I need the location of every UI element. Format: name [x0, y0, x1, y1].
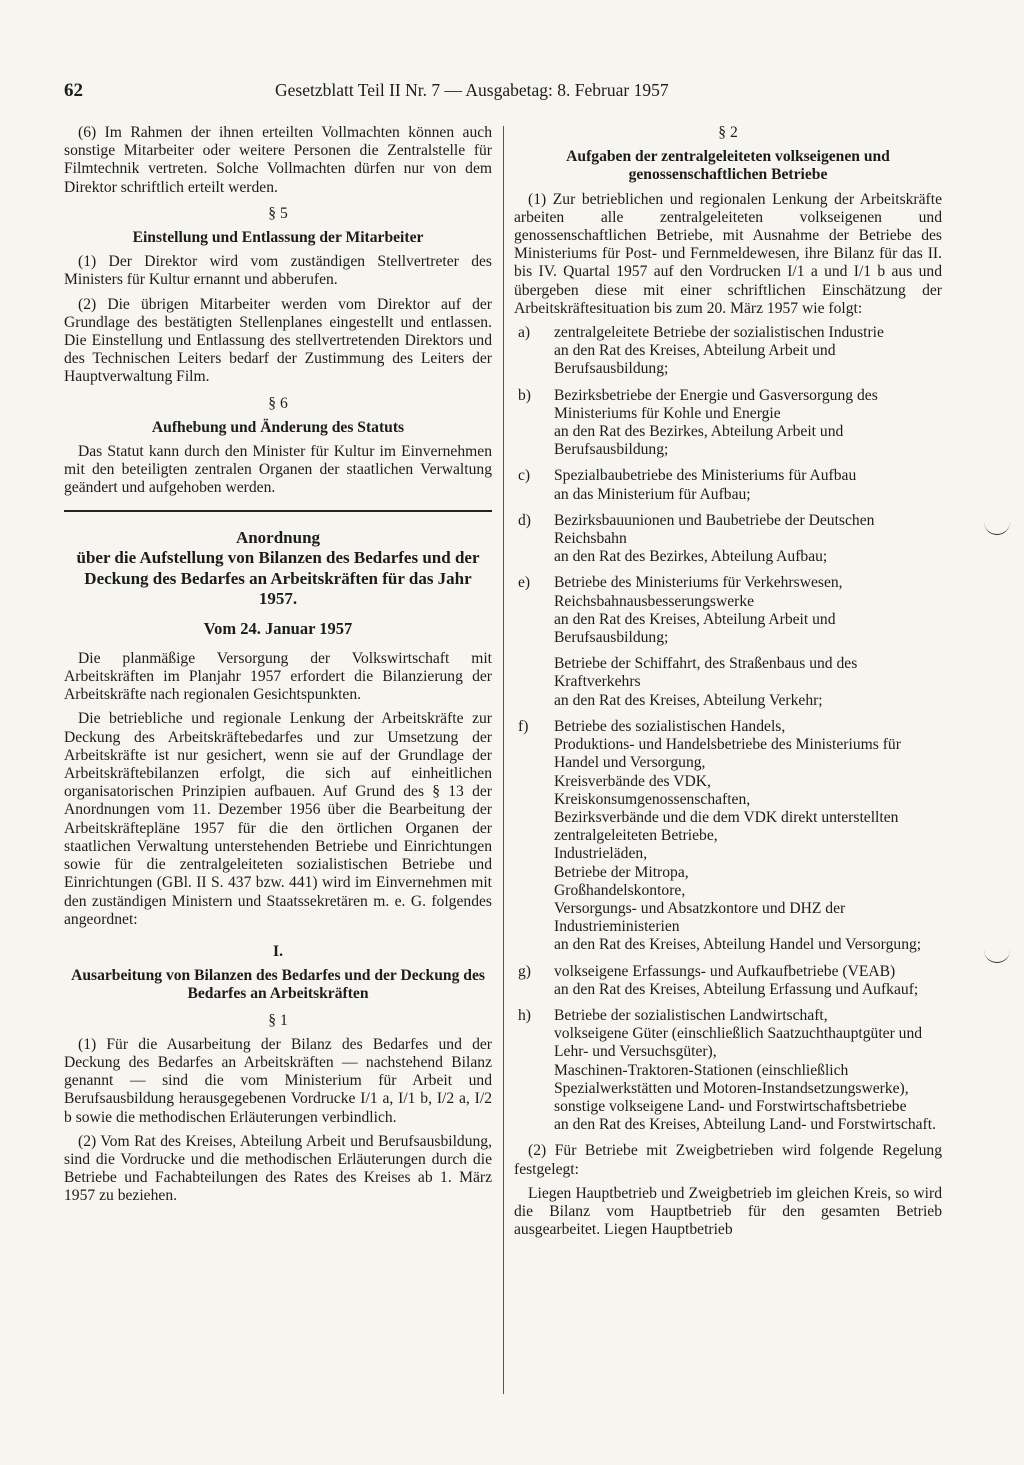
list-item-label: b)	[518, 386, 531, 404]
list-item-label: e)	[518, 574, 531, 592]
list-item-line: Produktions- und Handelsbetriebe des Ministeriums für Handel und Versorgung,	[554, 736, 901, 772]
list-item-line: sonstige volkseigene Land- und Forstwirtschaftsbetriebe	[554, 1097, 907, 1115]
list-item-line: an den Rat des Kreises, Abteilung Arbeit und Berufsausbildung;	[554, 342, 836, 378]
recipient-list-continued	[514, 718, 942, 1134]
ordinance-title-heading	[64, 528, 492, 610]
list-item-line: an das Ministerium für Aufbau;	[554, 485, 751, 503]
section-6-number: § 6	[268, 394, 288, 412]
list-item-line: an den Rat des Kreises, Abteilung Arbeit und Berufsausbildung;	[554, 610, 836, 647]
recipient-list	[514, 324, 942, 647]
list-item-line: Betriebe der Schiffahrt, des Straßenbaus und des Kraftverkehrs	[554, 655, 858, 691]
list-item-line: an den Rat des Kreises, Abteilung Handel und Versorgung;	[554, 936, 922, 954]
ordinance-title-line-2: über die Aufstellung von Bilanzen des Bedarfes und der Deckung des Bedarfes an Arbeitskräften für das Jahr 1957.	[76, 548, 480, 609]
list-item-e-subparagraph	[514, 655, 942, 710]
list-item	[514, 574, 942, 647]
section-5-paragraph-1: (1) Der Direktor wird vom zuständigen Stellvertreter des Ministers für Kultur ernannt und abberufen.	[64, 253, 492, 289]
list-item-line: Betriebe des sozialistischen Handels,	[554, 717, 786, 735]
ordinance-date: Vom 24. Januar 1957	[203, 618, 353, 638]
list-item	[514, 512, 942, 567]
list-item-line: an den Rat des Kreises, Abteilung Verkehr;	[554, 691, 823, 709]
list-item-label: a)	[518, 324, 531, 342]
margin-mark	[984, 522, 1010, 535]
list-item-line: an den Rat des Bezirkes, Abteilung Arbeit und Berufsausbildung;	[554, 423, 844, 459]
list-item-line: zentralgeleitete Betriebe der sozialistischen Industrie	[554, 324, 884, 342]
page-number: 62	[64, 80, 83, 101]
list-item-line: Großhandelskontore,	[554, 881, 686, 899]
page-header	[64, 76, 944, 104]
section-2-paragraph-1: (1) Zur betrieblichen und regionalen Lenkung der Arbeitskräfte arbeiten alle zentralgeleiteten volkseigenen und genossenschaftlichen Betriebe, mit Ausnahme der Betriebe des Ministeriums für Post- und Fernmeldewesen, ihre Bilanz für das II. bis IV. Quartal 1957 auf den Vordrucken I/1 a und I/1 b aus und übergeben diese mit einer schriftlichen Einschätzung der Arbeitskräftesituation bis zum 20. März 1957 wie folgt:	[514, 190, 942, 317]
section-5-number: § 5	[268, 204, 288, 222]
list-item-line: Kreisverbände des VDK,	[554, 772, 711, 790]
section-2-number: § 2	[718, 124, 738, 141]
list-item-line: Betriebe der Mitropa,	[554, 863, 689, 881]
list-item-line: Betriebe des Ministeriums für Verkehrswesen,	[554, 574, 843, 592]
section-2-title: Aufgaben der zentralgeleiteten volkseigenen und genossenschaftlichen Betriebe	[566, 148, 890, 184]
list-item	[514, 718, 942, 955]
list-item-line: volkseigene Güter (einschließlich Saatzuchthauptgüter und Lehr- und Versuchsgüter),	[554, 1025, 923, 1061]
list-item-line: Reichsbahnausbesserungswerke	[554, 592, 755, 610]
list-item-line: Betriebe der sozialistischen Landwirtschaft,	[554, 1006, 828, 1024]
list-item-label: h)	[518, 1006, 531, 1024]
paragraph-6: (6) Im Rahmen der ihnen erteilten Vollmachten können auch sonstige Mitarbeiter oder weitere Personen die Zentralstelle für Filmtechnik vertreten. Solche Vollmachten dürfen nur von dem Direktor schriftlich erteilt werden.	[64, 124, 492, 196]
list-item	[514, 467, 942, 503]
section-1-paragraph-2: (2) Vom Rat des Kreises, Abteilung Arbeit und Berufsausbildung, sind die Vordrucke und die methodischen Erläuterungen durch die Betriebe und Fachabteilungen des Rates des Kreises ab 1. März 1957 zu beziehen.	[64, 1132, 492, 1205]
list-item	[514, 1007, 942, 1134]
list-item-line: Spezialbaubetriebe des Ministeriums für Aufbau	[554, 467, 857, 485]
ordinance-title-line-1: Anordnung	[235, 527, 321, 547]
list-item-line: an den Rat des Bezirkes, Abteilung Aufbau;	[554, 548, 828, 566]
list-item-line: Bezirksbauunionen und Baubetriebe der Deutschen Reichsbahn	[554, 511, 875, 548]
section-6-title: Aufhebung und Änderung des Statuts	[151, 418, 405, 436]
section-2-paragraph-2: (2) Für Betriebe mit Zweigbetrieben wird folgende Regelung festgelegt:	[514, 1142, 942, 1178]
part-title: Ausarbeitung von Bilanzen des Bedarfes und der Deckung des Bedarfes an Arbeitskräften	[71, 967, 485, 1003]
left-column	[64, 124, 492, 1212]
section-5-paragraph-2: (2) Die übrigen Mitarbeiter werden vom Direktor auf der Grundlage des bestätigten Stellenplanes eingestellt und entlassen. Die Einstellung und Entlassung des stellvertretenden Direktors und des Technischen Leiters bedarf der Zustimmung des Leiters der Hauptverwaltung Film.	[64, 295, 492, 386]
column-divider	[503, 126, 504, 1394]
intro-paragraph-1: Die planmäßige Versorgung der Volkswirtschaft mit Arbeitskräften im Planjahr 1957 erfordert die Bilanzierung der Arbeitskräfte nach regionalen Gesichtspunkten.	[64, 649, 492, 704]
list-item-line: an den Rat des Kreises, Abteilung Land- und Forstwirtschaft.	[554, 1116, 936, 1134]
section-5-title: Einstellung und Entlassung der Mitarbeiter	[132, 229, 424, 247]
list-item-label: g)	[518, 962, 531, 980]
list-item	[514, 324, 942, 379]
list-item-label: d)	[518, 511, 531, 529]
section-2-paragraph-3: Liegen Hauptbetrieb und Zweigbetrieb im gleichen Kreis, so wird die Bilanz vom Hauptbetrieb für den gesamten Betrieb ausgearbeitet. Liegen Hauptbetrieb	[514, 1184, 942, 1239]
list-item-line: Bezirksbetriebe der Energie und Gasversorgung des Ministeriums für Kohle und Energie	[554, 386, 878, 422]
intro-paragraph-2: Die betriebliche und regionale Lenkung der Arbeitskräfte zur Deckung des Arbeitskräftebedarfes und zur Umsetzung der Arbeitskräfte ist nur gesichert, wenn sie auf der Grundlage der Arbeitskräftebilanzen erfolgt, die sich auf einheitlichen organisatorischen Prinzipien aufbauen. Auf Grund des § 13 der Anordnungen vom 11. Dezember 1956 über die Bearbeitung der Arbeitskräftepläne 1957 für die den örtlichen Organen der staatlichen Verwaltung unterstehenden Betriebe und Einrichtungen sowie für die zentralgeleiteten sozialistischen Betriebe und Einrichtungen (GBl. II S. 437 bzw. 441) wird im Einvernehmen mit den zuständigen Ministern und Staatssekretären m. e. G. folgendes angeordnet:	[64, 710, 492, 928]
list-item	[514, 963, 942, 999]
section-divider-rule	[64, 510, 492, 512]
section-1-paragraph-1: (1) Für die Ausarbeitung der Bilanz des Bedarfes und der Deckung des Bedarfes an Arbeitskräften — nachstehend Bilanz genannt — sind die vom Ministerium für Arbeit und Berufsausbildung herausgegebenen Vordrucke I/1 a, I/1 b, I/2 a, I/2 b sowie die methodischen Erläuterungen verbindlich.	[64, 1035, 492, 1126]
list-item-line: Industrieläden,	[554, 845, 648, 863]
section-6-paragraph-1: Das Statut kann durch den Minister für Kultur im Einvernehmen mit den beteiligten zentralen Organen der staatlichen Verwaltung geändert und aufgehoben werden.	[64, 443, 492, 497]
list-item-line: Bezirksverbände und die dem VDK direkt unterstellten zentralgeleiteten Betriebe,	[554, 808, 899, 845]
section-1-number: § 1	[268, 1011, 288, 1029]
list-item	[514, 387, 942, 460]
list-item-line: an den Rat des Kreises, Abteilung Erfassung und Aufkauf;	[554, 980, 919, 998]
list-item-line: Maschinen-Traktoren-Stationen (einschließlich Spezialwerkstätten und Motoren-Instandsetzungswerke),	[554, 1061, 909, 1097]
list-item-line: volkseigene Erfassungs- und Aufkaufbetriebe (VEAB)	[554, 962, 896, 980]
part-number: I.	[273, 942, 283, 960]
list-item-label: f)	[518, 717, 529, 735]
list-item-line: Kreiskonsumgenossenschaften,	[554, 790, 751, 808]
running-title: Gesetzblatt Teil II Nr. 7 — Ausgabetag: 8. Februar 1957	[275, 80, 669, 100]
list-item-label: c)	[518, 467, 531, 485]
list-item-line: Versorgungs- und Absatzkontore und DHZ der Industrieministerien	[554, 899, 846, 936]
margin-mark	[984, 950, 1010, 963]
right-column	[514, 124, 942, 1245]
